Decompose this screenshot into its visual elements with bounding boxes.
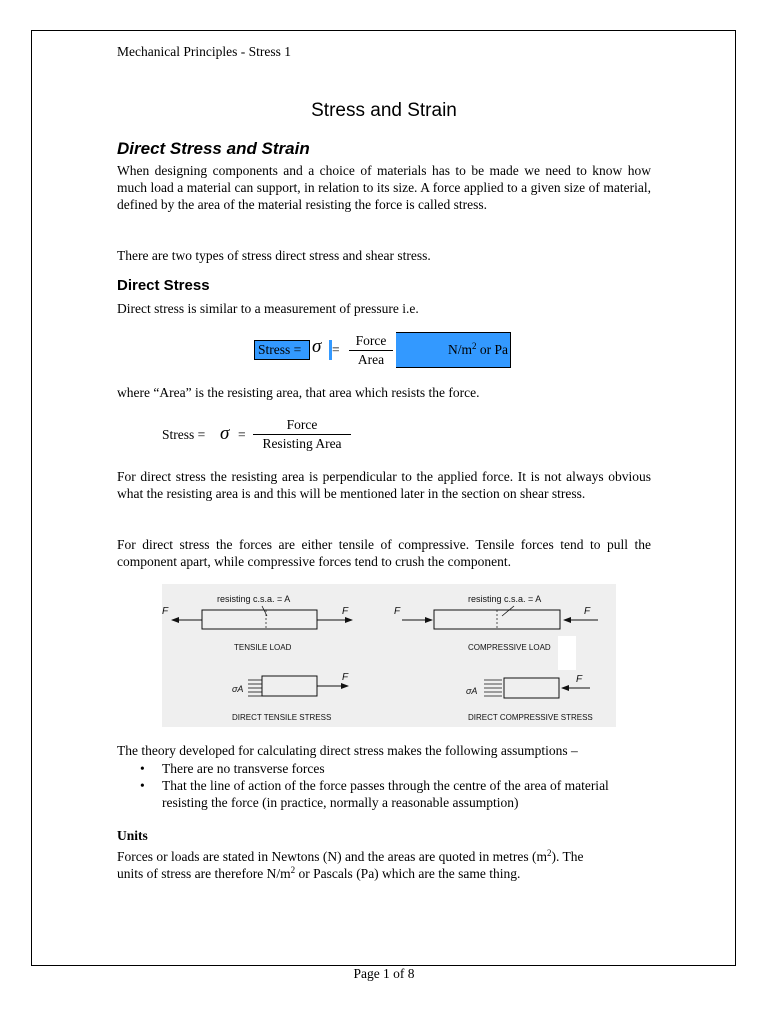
- bullet-icon: •: [140, 777, 145, 793]
- bullet-icon: •: [140, 761, 145, 776]
- units-box: [396, 332, 511, 368]
- units-heading: Units: [117, 828, 148, 843]
- units-line2-tail: or Pascals (Pa) which are the same thing.: [295, 866, 521, 881]
- bullet-text: That the line of action of the force passes through the centre of the area of material resisting the force (in practice, normally a reasonable assumption): [162, 777, 609, 810]
- numerator: Force: [355, 333, 387, 348]
- list-item: [140, 778, 640, 812]
- paragraph-tensile-compressive: For direct stress the forces are either tensile of compressive. Tensile forces tend to pull the component apart, while compressive forces tend to crush the component.: [117, 537, 651, 569]
- denominator-2: Resisting Area: [262, 436, 342, 451]
- bar-direct-tensile: [262, 676, 317, 696]
- denominator: Area: [357, 352, 385, 367]
- white-patch: [558, 636, 576, 670]
- force-label-cl: F: [394, 606, 401, 617]
- units-line1-sup: 2: [546, 848, 552, 858]
- assumptions-list: [140, 761, 640, 811]
- units-sup: 2: [472, 341, 477, 351]
- units-line2-sup: 2: [290, 865, 296, 875]
- sigma-a-label-right: σA: [466, 686, 478, 696]
- subheading-direct-stress: Direct Stress: [117, 277, 210, 294]
- equals-sign: =: [332, 342, 340, 357]
- force-label-dt: F: [342, 672, 349, 683]
- paragraph-intro: When designing components and a choice of materials has to be made we need to know how much load a material can support, in relation to its size. A force applied to a given size of material, defined by the area of the material resisting the force is called stress.: [117, 163, 651, 212]
- force-label-dc: F: [576, 674, 583, 685]
- section-heading-direct-stress-strain: Direct Stress and Strain: [117, 139, 310, 158]
- stress-diagram-svg: [162, 584, 616, 727]
- label-compressive-load: COMPRESSIVE LOAD: [468, 643, 551, 652]
- paragraph-area-note: where “Area” is the resisting area, that area which resists the force.: [117, 385, 480, 400]
- paragraph-assumptions-intro: The theory developed for calculating direct stress makes the following assumptions –: [117, 743, 578, 758]
- equals-sign-2: =: [238, 427, 246, 442]
- sigma-a-label-left: σA: [232, 684, 244, 694]
- bar-direct-compressive: [504, 678, 559, 698]
- paragraph-stress-types: There are two types of stress direct stress and shear stress.: [117, 248, 431, 263]
- page-title: Stress and Strain: [311, 100, 457, 121]
- list-item: [140, 761, 640, 778]
- force-label-tl: F: [162, 606, 169, 617]
- sigma-symbol-2: σ: [220, 423, 230, 444]
- paragraph-units-line2: [117, 866, 520, 882]
- label-direct-compressive: DIRECT COMPRESSIVE STRESS: [468, 713, 593, 722]
- label-tensile-load: TENSILE LOAD: [234, 643, 292, 652]
- fraction-bar-2: [253, 434, 351, 435]
- fraction-force-resisting-area: [250, 416, 354, 452]
- running-header: Mechanical Principles - Stress 1: [117, 44, 291, 59]
- sigma-symbol: σ: [312, 336, 322, 357]
- label-direct-tensile: DIRECT TENSILE STRESS: [232, 713, 332, 722]
- stress-arrows-right: [484, 680, 502, 696]
- stress-diagram: [162, 584, 616, 727]
- formula2-lhs: Stress =: [162, 427, 206, 442]
- units-tail: or Pa: [476, 342, 508, 357]
- paragraph-perpendicular: For direct stress the resisting area is perpendicular to the applied force. It is not always obvious what the resisting area is and this will be mentioned later in the section on shear stress.: [117, 469, 651, 501]
- formula-stress-resisting-area: [162, 416, 362, 452]
- fraction-force-area: [346, 332, 396, 368]
- paragraph-units-line1: [117, 849, 583, 865]
- units-main: N/m: [447, 342, 472, 357]
- paragraph-pressure: Direct stress is similar to a measurement of pressure i.e.: [117, 301, 419, 316]
- force-label-tr: F: [342, 606, 349, 617]
- units-line1-tail: ). The: [551, 849, 584, 864]
- pointer-right: [502, 606, 514, 616]
- bullet-text: There are no transverse forces: [162, 761, 325, 776]
- numerator-2: Force: [286, 417, 318, 432]
- formula-lhs: Stress =: [254, 340, 310, 360]
- label-resisting-left: resisting c.s.a. = A: [217, 594, 291, 604]
- force-label-cr: F: [584, 606, 591, 617]
- units-line1-text: Forces or loads are stated in Newtons (N) and the areas are quoted in metres (m: [117, 849, 547, 864]
- units-line2-text: units of stress are therefore N/m: [117, 866, 291, 881]
- fraction-bar: [349, 350, 393, 351]
- bar-tensile: [202, 610, 317, 629]
- label-resisting-right: resisting c.s.a. = A: [468, 594, 542, 604]
- stress-arrows-left: [248, 680, 262, 696]
- page-number: Page 1 of 8: [353, 966, 415, 981]
